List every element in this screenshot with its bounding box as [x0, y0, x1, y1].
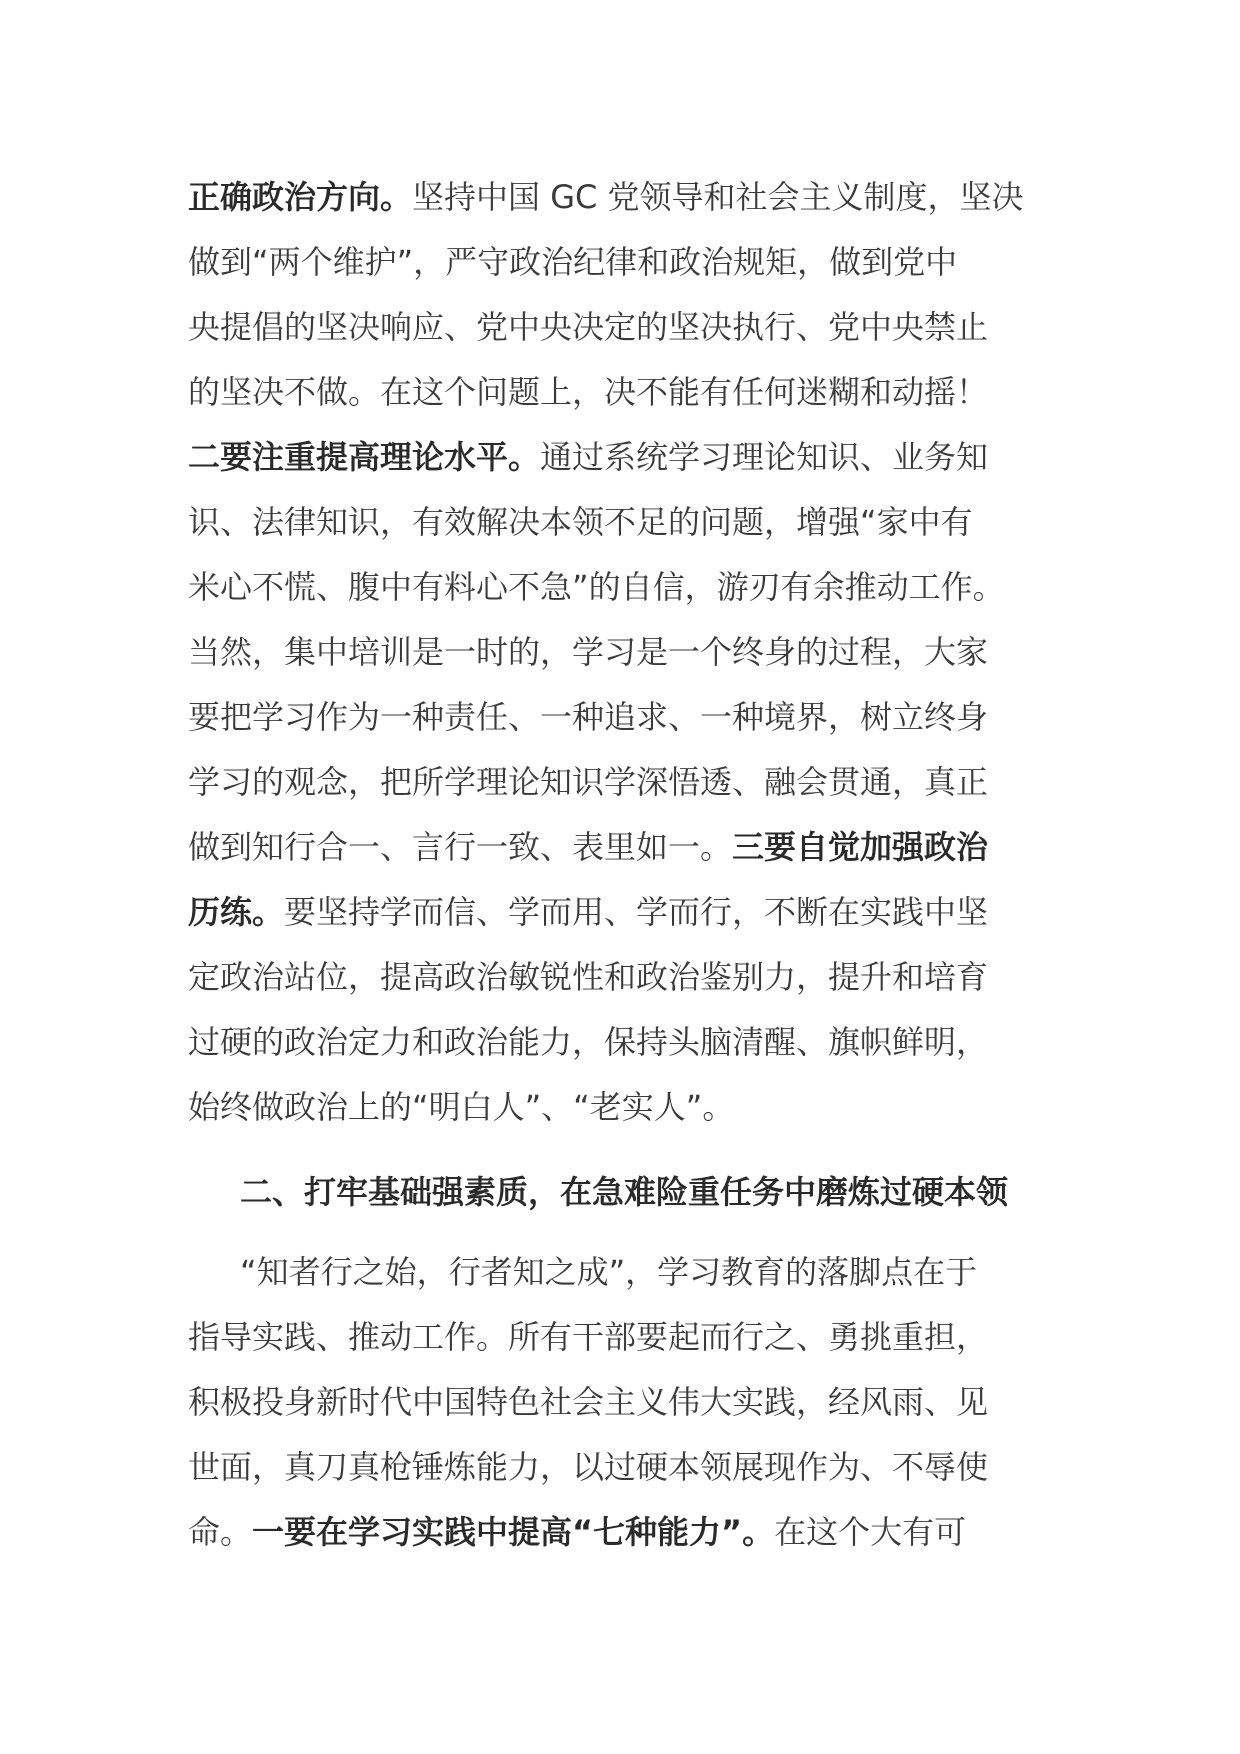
text-line — [188, 165, 1068, 230]
line-text: 当然，集中培训是一时的，学习是一个终身的过程，大家 — [188, 633, 989, 671]
line-text: 通过系统学习理论知识、业务知 — [540, 438, 989, 476]
text-line — [188, 555, 1068, 620]
line-text: 定政治站位，提高政治敏锐性和政治鉴别力，提升和培育 — [188, 958, 989, 996]
text-line — [188, 490, 1068, 555]
line-text: 始终做政治上的“明白人”、“老实人”。 — [188, 1088, 735, 1126]
line-text: 在这个大有可 — [774, 1513, 967, 1551]
line-text: 积极投身新时代中国特色社会主义伟大实践，经风雨、见 — [188, 1383, 989, 1421]
text-line — [188, 815, 1068, 880]
text-line — [188, 295, 1068, 360]
text-line — [188, 945, 1068, 1010]
text-line — [188, 1435, 1068, 1500]
text-line — [188, 425, 1068, 490]
line-text: 命。 — [188, 1513, 253, 1551]
line-text: 要坚持学而信、学而用、学而行，不断在实践中坚 — [284, 893, 989, 931]
text-line — [188, 1370, 1068, 1435]
text-line — [188, 685, 1068, 750]
body-paragraph-2 — [188, 1240, 1068, 1565]
body-paragraph-1 — [188, 165, 1068, 1140]
line-text: 要把学习作为一种责任、一种追求、一种境界，树立终身 — [188, 698, 989, 736]
line-text: 学习的观念，把所学理论知识学深悟透、融会贯通，真正 — [188, 763, 989, 801]
text-line — [188, 360, 1068, 425]
line-text: 识、法律知识，有效解决本领不足的问题，增强“家中有 — [188, 503, 973, 541]
line-text: 的坚决不做。在这个问题上，决不能有任何迷糊和动摇！ — [188, 373, 989, 411]
text-line — [188, 1075, 1068, 1140]
text-line — [188, 750, 1068, 815]
bold-phrase: 二要注重提高理论水平。 — [188, 438, 541, 476]
text-line — [188, 1240, 1068, 1305]
bold-phrase: 一要在学习实践中提高“七种能力”。 — [252, 1513, 775, 1551]
section-heading: 二、打牢基础强素质，在急难险重任务中磨炼过硬本领 — [240, 1173, 1009, 1211]
text-line — [188, 1500, 1068, 1565]
line-text: 做到知行合一、言行一致、表里如一。 — [188, 828, 733, 866]
text-line — [188, 620, 1068, 685]
bold-phrase: 历练。 — [188, 893, 285, 931]
line-text: 做到“两个维护”，严守政治纪律和政治规矩，做到党中 — [188, 243, 958, 281]
text-line — [188, 1010, 1068, 1075]
line-text: 央提倡的坚决响应、党中央决定的坚决执行、党中央禁止 — [188, 308, 989, 346]
text-line — [188, 230, 1068, 295]
text-line — [188, 880, 1068, 945]
bold-phrase: 三要自觉加强政治 — [732, 828, 989, 866]
line-text: 米心不慌、腹中有料心不急”的自信，游刃有余推动工作。 — [188, 568, 1005, 606]
bold-phrase: 正确政治方向。 — [188, 178, 413, 216]
line-text: 世面，真刀真枪锤炼能力，以过硬本领展现作为、不辱使 — [188, 1448, 989, 1486]
line-text: “知者行之始，行者知之成”，学习教育的落脚点在于 — [240, 1253, 978, 1291]
text-line — [188, 1305, 1068, 1370]
line-text: 指导实践、推动工作。所有干部要起而行之、勇挑重担， — [188, 1318, 989, 1356]
line-text: 过硬的政治定力和政治能力，保持头脑清醒、旗帜鲜明， — [188, 1023, 989, 1061]
line-text: 坚持中国 GC 党领导和社会主义制度，坚决 — [412, 178, 1024, 216]
